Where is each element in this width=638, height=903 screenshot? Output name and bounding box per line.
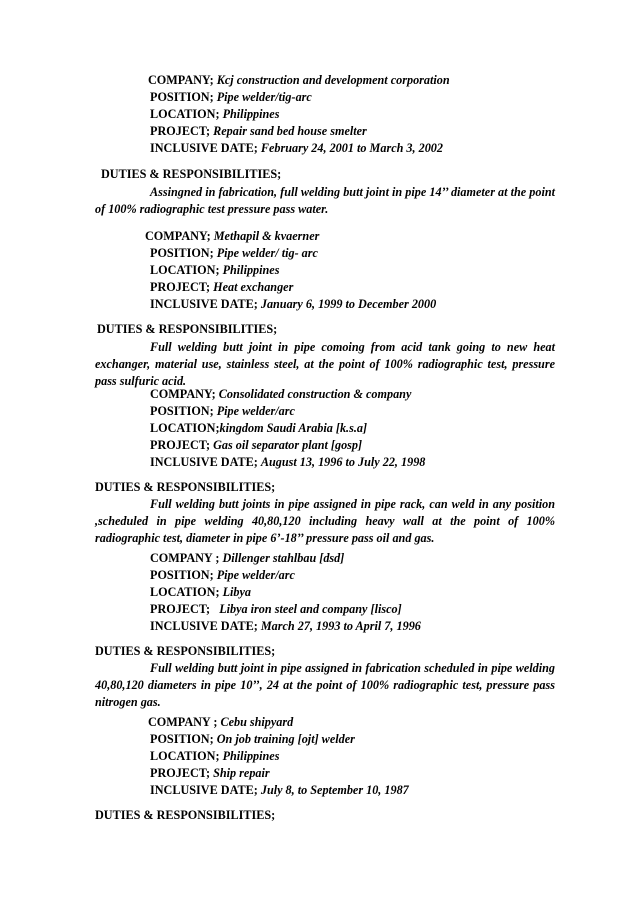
position-line — [150, 568, 295, 583]
location-value: Libya — [222, 585, 252, 599]
location-label: LOCATION; — [150, 585, 220, 599]
duties-heading: DUTIES & RESPONSIBILITIES; — [97, 322, 278, 336]
company-line — [148, 715, 293, 730]
company-label: COMPANY; — [148, 73, 214, 87]
duties-text: Full welding butt joint in pipe assigned in fabrication scheduled in pipe welding 40,80,120 diameters in pipe 10’’, 24 at the point of 100% radiographic test, pressure pass nitrogen gas. — [95, 661, 555, 709]
position-label: POSITION; — [150, 404, 214, 418]
date-line — [150, 455, 425, 470]
location-value: Philippines — [222, 749, 280, 763]
date-label: INCLUSIVE DATE; — [150, 141, 258, 155]
location-label: LOCATION; — [150, 263, 220, 277]
location-label: LOCATION; — [150, 421, 220, 435]
date-line — [150, 619, 421, 634]
location-line — [150, 107, 279, 122]
project-line — [150, 438, 362, 453]
location-line — [150, 749, 279, 764]
company-value: Methapil & kvaerner — [213, 229, 320, 243]
location-line — [150, 585, 251, 600]
project-value: Ship repair — [213, 766, 270, 780]
project-value: Libya iron steel and company [lisco] — [219, 602, 402, 616]
position-value: Pipe welder/tig-arc — [216, 90, 312, 104]
project-label: PROJECT; — [150, 602, 211, 616]
company-label: COMPANY; — [150, 387, 216, 401]
company-line — [150, 387, 411, 402]
position-value: Pipe welder/arc — [216, 404, 295, 418]
position-label: POSITION; — [150, 732, 214, 746]
date-value: August 13, 1996 to July 22, 1998 — [260, 455, 426, 469]
company-line — [145, 229, 319, 244]
project-line — [150, 124, 367, 139]
duties-heading: DUTIES & RESPONSIBILITIES; — [95, 480, 276, 494]
project-label: PROJECT; — [150, 124, 211, 138]
location-line — [150, 421, 367, 436]
location-value: kingdom Saudi Arabia [k.s.a] — [219, 421, 368, 435]
location-value: Philippines — [222, 107, 280, 121]
duties-text: Assingned in fabrication, full welding butt joint in pipe 14’’ diameter at the point of 100% radiographic test pressure pass water. — [95, 185, 555, 216]
date-label: INCLUSIVE DATE; — [150, 455, 258, 469]
company-line — [150, 551, 344, 566]
date-value: February 24, 2001 to March 3, 2002 — [260, 141, 443, 155]
company-line — [148, 73, 450, 88]
location-value: Philippines — [222, 263, 280, 277]
project-value: Heat exchanger — [213, 280, 294, 294]
position-value: On job training [ojt] welder — [216, 732, 355, 746]
project-value: Repair sand bed house smelter — [213, 124, 367, 138]
project-label: PROJECT; — [150, 280, 211, 294]
duties-text: Full welding butt joints in pipe assigned in pipe rack, can weld in any position ,scheduled in pipe welding 40,80,120 including heavy wall at the point of 100% radiographic test, diameter in pipe 6’-18’’ pressure pass oil and gas. — [95, 497, 555, 545]
duties-text: Full welding butt joint in pipe comoing from acid tank going to new heat exchanger, material use, stainless steel, at the point of 100% radiographic test, pressure pass sulfuric acid. — [95, 340, 555, 388]
duties-heading: DUTIES & RESPONSIBILITIES; — [101, 167, 282, 181]
project-line — [150, 280, 293, 295]
project-line — [150, 766, 270, 781]
date-value: March 27, 1993 to April 7, 1996 — [260, 619, 421, 633]
date-label: INCLUSIVE DATE; — [150, 297, 258, 311]
duties-heading: DUTIES & RESPONSIBILITIES; — [95, 644, 276, 658]
position-line — [150, 404, 295, 419]
project-line — [150, 602, 402, 617]
position-label: POSITION; — [150, 246, 214, 260]
date-line — [150, 141, 443, 156]
project-label: PROJECT; — [150, 438, 211, 452]
date-line — [150, 783, 409, 798]
position-label: POSITION; — [150, 568, 214, 582]
position-value: Pipe welder/arc — [216, 568, 295, 582]
position-label: POSITION; — [150, 90, 214, 104]
company-label: COMPANY; — [145, 229, 211, 243]
position-line — [150, 246, 318, 261]
location-label: LOCATION; — [150, 749, 220, 763]
company-value: Cebu shipyard — [220, 715, 294, 729]
date-value: January 6, 1999 to December 2000 — [260, 297, 437, 311]
company-label: COMPANY ; — [150, 551, 220, 565]
date-value: July 8, to September 10, 1987 — [260, 783, 409, 797]
company-value: Kcj construction and development corporation — [216, 73, 450, 87]
project-value: Gas oil separator plant [gosp] — [213, 438, 363, 452]
position-value: Pipe welder/ tig- arc — [216, 246, 318, 260]
company-label: COMPANY ; — [148, 715, 218, 729]
duties-heading: DUTIES & RESPONSIBILITIES; — [95, 808, 276, 822]
company-value: Consolidated construction & company — [218, 387, 412, 401]
position-line — [150, 90, 312, 105]
date-label: INCLUSIVE DATE; — [150, 783, 258, 797]
date-label: INCLUSIVE DATE; — [150, 619, 258, 633]
project-label: PROJECT; — [150, 766, 211, 780]
location-line — [150, 263, 279, 278]
position-line — [150, 732, 355, 747]
company-value: Dillenger stahlbau [dsd] — [222, 551, 345, 565]
date-line — [150, 297, 436, 312]
location-label: LOCATION; — [150, 107, 220, 121]
